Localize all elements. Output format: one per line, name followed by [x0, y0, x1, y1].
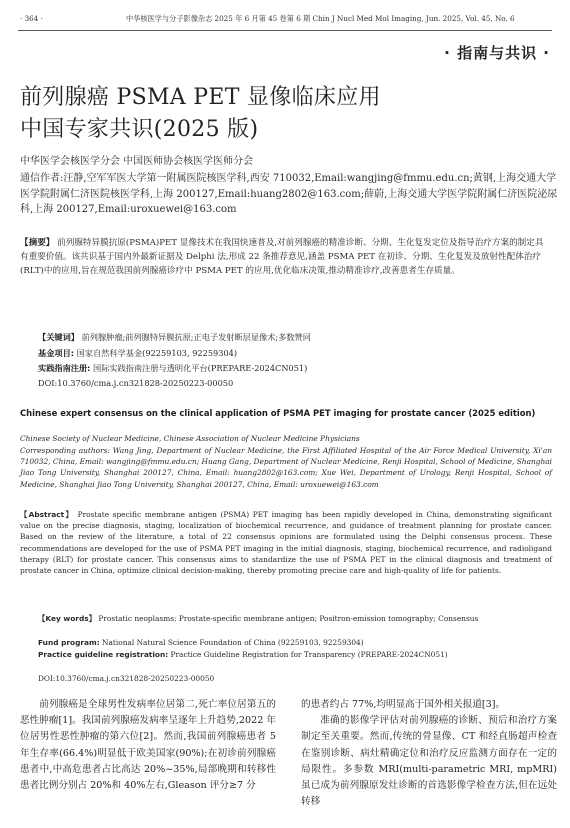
section-label: · 指南与共识 ·	[444, 44, 550, 62]
keywords-cn-label: 【关键词】	[38, 332, 79, 342]
english-abstract-text: Prostate specific membrane antigen (PSMA) PET imaging has been rapidly developed in China, demonstrating significant value on the precise diagnosis, staging, localization of biochemical recurrence, and guidance of treatment planning for prostate cancer. Based on the review of the literature, a total of 22 consensus opinions are formulated using the Delphi consensus process. These recommendations are developed for the use of PSMA PET imaging in the initial diagnosis, staging, biochemical recurrence, and radioligand therapy (RLT) for prostate cancer. This consensus aims to standardize the use of PSMA PET in the clinical diagnosis and treatment of prostate cancer in China, optimize clinical decision-making, thereby promoting precise care and high-quality of life for patients.	[20, 510, 552, 576]
english-fund-text: National Natural Science Foundation of China (92259103, 92259304)	[102, 638, 364, 647]
keywords-cn	[38, 331, 550, 343]
english-keywords-text: Prostatic neoplasms; Prostate-specific membrane antigen; Positron-emission tomography; Consensus	[98, 614, 479, 623]
abstract-cn	[20, 236, 550, 278]
journal-header: 中华核医学与分子影像杂志 2025 年 6 月第 45 卷第 6 期 Chin J Nucl Med Mol Imaging, Jun. 2025, Vol. 45, No. 6	[126, 14, 515, 23]
english-abstract	[20, 509, 552, 576]
english-correspondence: Corresponding authors: Wang Jing, Department of Nuclear Medicine, the First Affiliated Hospital of the Air Force Medical University, Xi'an 710032, China, Email: wangjing@fmmu.edu.cn; Huang Gang, Department of Nuclear Medicine, Renji Hospital, School of Medicine, Shanghai Jiao Tong University, Shanghai 200127, China, Email: huang2802@163.com; Xue Wei, Department of Urology, Renji Hospital, School of Medicine, Shanghai Jiao Tong University, Shanghai 200127, China, Email: uroxuewei@163.com	[20, 446, 552, 489]
abstract-cn-text: 前列腺特异膜抗原(PSMA)PET 显像技术在我国快速普及,对前列腺癌的精准诊断、分期、生化复发定位及指导治疗方案的制定具有重要价值。该共识基于国内外最新证据及 Delphi 法,形成 22 条推荐意见,涵盖 PSMA PET 在初诊、分期、生化复发及放射性配体治疗(RLT)中的应用,旨在规范我国前列腺癌诊疗中 PSMA PET 的应用,优化临床决策,推动精准诊疗,改善患者生存质量。	[20, 238, 544, 276]
fund-cn	[38, 347, 550, 359]
body-right-paragraph-1: 的患者约占 77%,均明显高于国外相关报道[3]。	[301, 699, 506, 710]
english-organizations: Chinese Society of Nuclear Medicine, Chinese Association of Nuclear Medicine Physicians	[20, 434, 360, 443]
article-title-line-1: 前列腺癌 PSMA PET 显像临床应用	[20, 85, 381, 110]
fund-cn-label: 基金项目:	[38, 348, 75, 358]
article-title-line-2: 中国专家共识(2025 版)	[20, 117, 259, 142]
page-number: · 364 ·	[20, 14, 43, 23]
english-fund-label: Fund program:	[38, 638, 100, 647]
english-keywords-label: 【Key words】	[38, 614, 97, 623]
fund-cn-text: 国家自然科学基金(92259103, 92259304)	[76, 348, 238, 358]
english-title: Chinese expert consensus on the clinical application of PSMA PET imaging for prostate cancer (2025 edition)	[20, 408, 536, 418]
english-registration-text: Practice Guideline Registration for Transparency (PREPARE-2024CN051)	[170, 650, 448, 659]
body-column-left: 前列腺癌是全球男性发病率位居第二,死亡率位居第五的恶性肿瘤[1]。我国前列腺癌发病率呈逐年上升趋势,2022 年位居男性恶性肿瘤的第六位[2]。然而,我国前列腺癌患者 5 年生存率(66.4%)明显低于欧美国家(90%);在初诊前列腺癌患者中,中高危患者占比高达 20%~35%,局部晚期和转移性患者比例分别占 20%和 40%左右,Gleason 评分≥7 分	[20, 699, 276, 792]
abstract-cn-label: 【摘要】	[20, 238, 55, 248]
english-abstract-label: 【Abstract】	[20, 510, 74, 519]
corresponding-authors: 通信作者:汪静,空军军医大学第一附属医院核医学科,西安 710032,Email:wangjing@fmmu.edu.cn;黄钢,上海交通大学医学院附属仁济医院核医学科,上海 200127,Email:huang2802@163.com;薛蔚,上海交通大学医学院附属仁济医院泌尿科,上海 200127,Email:uroxuewei@163.com	[20, 173, 558, 215]
registration-cn	[38, 362, 550, 374]
doi-cn: DOI:10.3760/cma.j.cn321828-20250223-00050	[38, 378, 234, 388]
english-fund	[38, 637, 552, 648]
registration-cn-label: 实践指南注册:	[38, 363, 91, 373]
body-column-right	[301, 697, 557, 810]
body-right-paragraph-2: 准确的影像学评估对前列腺癌的诊断、预后和治疗方案制定至关重要。然而,传统的骨显像、CT 和经直肠超声检查在鉴别诊断、病灶精确定位和治疗反应监测方面存在一定的局限性。多参数 MRI(multi-parametric MRI, mpMRI)虽已成为前列腺原发灶诊断的首选影像学检查方法,但在远处转移	[301, 715, 557, 808]
registration-cn-text: 国际实践指南注册与透明化平台(PREPARE-2024CN051)	[93, 363, 308, 373]
author-organizations: 中华医学会核医学分会 中国医师协会核医学医师分会	[20, 156, 254, 167]
keywords-cn-text: 前列腺肿瘤;前列腺特异膜抗原;正电子发射断层显像术;多数赞同	[81, 332, 311, 342]
english-doi: DOI:10.3760/cma.j.cn321828-20250223-00050	[38, 674, 215, 683]
english-registration	[38, 649, 552, 660]
english-registration-label: Practice guideline registration:	[38, 650, 169, 659]
english-keywords	[38, 613, 552, 624]
header-rule	[18, 30, 552, 31]
